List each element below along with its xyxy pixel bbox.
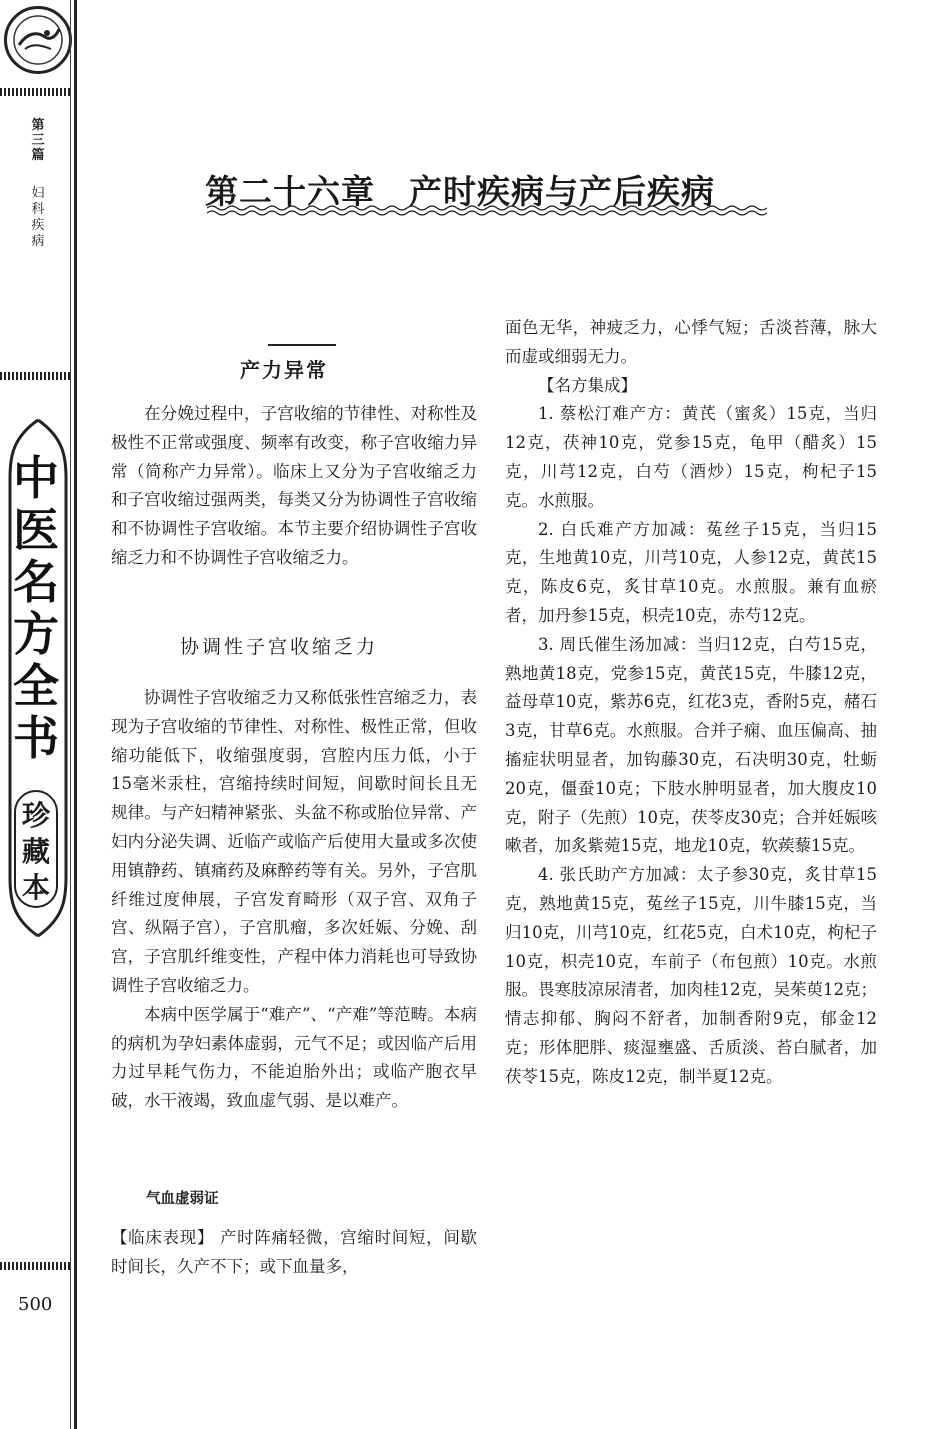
clinical-presentation-start — [111, 1224, 477, 1282]
sidebar-divider — [74, 0, 77, 1429]
decorative-band-top — [0, 88, 72, 96]
section-intro-paragraph: 在分娩过程中，子宫收缩的节律性、对称性及极性不正常或强度、频率有改变，称子宫收缩力异常（简称产力异常）。临床上又分为子宫收缩乏力和子宫收缩过强两类，每类又分为协调性子宫收缩和不协调性子宫收缩。本节主要介绍协调性子宫收缩乏力和不协调性子宫收缩乏力。 — [111, 404, 477, 567]
syndrome-heading: 气血虚弱证 — [146, 1190, 219, 1207]
decorative-band-bottom — [0, 1262, 72, 1270]
subsection-title: 协调性子宫收缩乏力 — [180, 636, 379, 658]
formulas-heading: 【名方集成】 — [538, 375, 637, 395]
page-number: 500 — [18, 1294, 53, 1315]
clinical-label: 【临床表现】 — [111, 1228, 215, 1247]
section-tag: 第三篇 — [31, 118, 45, 163]
clinical-text-continued: 面色无华，神疲乏力，心悸气短；舌淡苔薄，脉大而虚或细弱无力。 — [505, 318, 877, 366]
phoenix-emblem-icon — [4, 6, 72, 74]
clinical-text-left: 产时阵痛轻微，宫缩时间短，间歇时间长，久产不下；或下血量多， — [111, 1228, 478, 1276]
left-column-body — [111, 684, 477, 1116]
chapter-title: 第二十六章 产时疾病与产后疾病 — [205, 172, 715, 211]
book-title: 中医名方全书 — [13, 451, 59, 765]
chapter-wavy-underline — [207, 204, 767, 216]
clinical-presentation-paragraph — [111, 1224, 477, 1282]
edition-badge: 珍藏本 — [14, 790, 58, 908]
formula-item-1: 1. 蔡松汀难产方：黄芪（蜜炙）15克，当归12克，茯神10克，党参15克，龟甲（醋炙）15克，川芎12克，白芍（酒炒）15克，枸杞子15克。水煎服。 — [505, 404, 877, 510]
section-name: 妇科疾病 — [31, 186, 45, 249]
subsection-paragraph-1: 协调性子宫收缩乏力又称低张性宫缩乏力，表现为子宫收缩的节律性、对称性、极性正常，但收缩功能低下，收缩强度弱，宫腔内压力低，小于15毫米汞柱，宫缩持续时间短，间歇时间长且无规律。与产妇精神紧张、头盆不称或胎位异常、产妇内分泌失调、近临产或临产后使用大量或多次使用镇静药、镇痛药及麻醉药等有关。另外，子宫肌纤维过度伸展，子宫发育畸形（双子宫、双角子宫、纵隔子宫），子宫肌瘤，多次妊娠、分娩、刮宫，子宫肌纤维变性，产程中体力消耗也可导致协调性子宫收缩乏力。 — [111, 688, 477, 995]
sidebar-divider-thin — [70, 0, 71, 1429]
formula-item-4: 4. 张氏助产方加减：太子参30克，炙甘草15克，熟地黄15克，菟丝子15克，川牛膝15克，当归10克，川芎10克，红花5克，白术10克，枸杞子10克，枳壳10克，车前子（布包煎）10克。水煎服。畏寒肢凉尿清者，加肉桂12克，吴茱萸12克；情志抑郁、胸闷不舒者，加制香附9克，郁金12克；形体肥胖、痰湿壅盛、舌质淡、苔白腻者，加茯苓15克，陈皮12克，制半夏12克。 — [505, 865, 877, 1086]
phoenix-emblem-graphic — [7, 9, 69, 71]
right-column — [505, 314, 877, 1092]
sidebar — [0, 0, 80, 1429]
formula-item-3: 3. 周氏催生汤加减：当归12克，白芍15克，熟地黄18克，党参15克，黄芪15克，牛膝12克，益母草10克，紫苏6克，红花3克，香附5克，赭石3克，甘草6克。水煎服。合并子痫、血压偏高、抽搐症状明显者，加钩藤30克，石决明30克，牡蛎20克，僵蚕10克；下肢水肿明显者，加大腹皮10克，附子（先煎）10克，茯苓皮30克；合并妊娠咳嗽者，加炙紫菀15克，地龙10克，软蒺藜15克。 — [505, 634, 877, 856]
section-title: 产力异常 — [240, 358, 328, 382]
left-column-intro — [111, 400, 477, 573]
formula-item-2: 2. 白氏难产方加减：菟丝子15克，当归15克，生地黄10克，川芎10克，人参12克，黄芪15克，陈皮6克，炙甘草10克。水煎服。兼有血瘀者，加丹参15克，枳壳10克，赤芍12克。 — [505, 519, 877, 625]
subsection-paragraph-2: 本病中医学属于“难产”、“产难”等范畴。本病的病机为孕妇素体虚弱，元气不足；或因临产后用力过早耗气伤力，不能迫胎外出；或临产胞衣早破，水干液竭，致血虚气弱、是以难产。 — [111, 1004, 477, 1111]
decorative-band-middle — [0, 372, 72, 380]
section-title-rule — [268, 344, 336, 346]
